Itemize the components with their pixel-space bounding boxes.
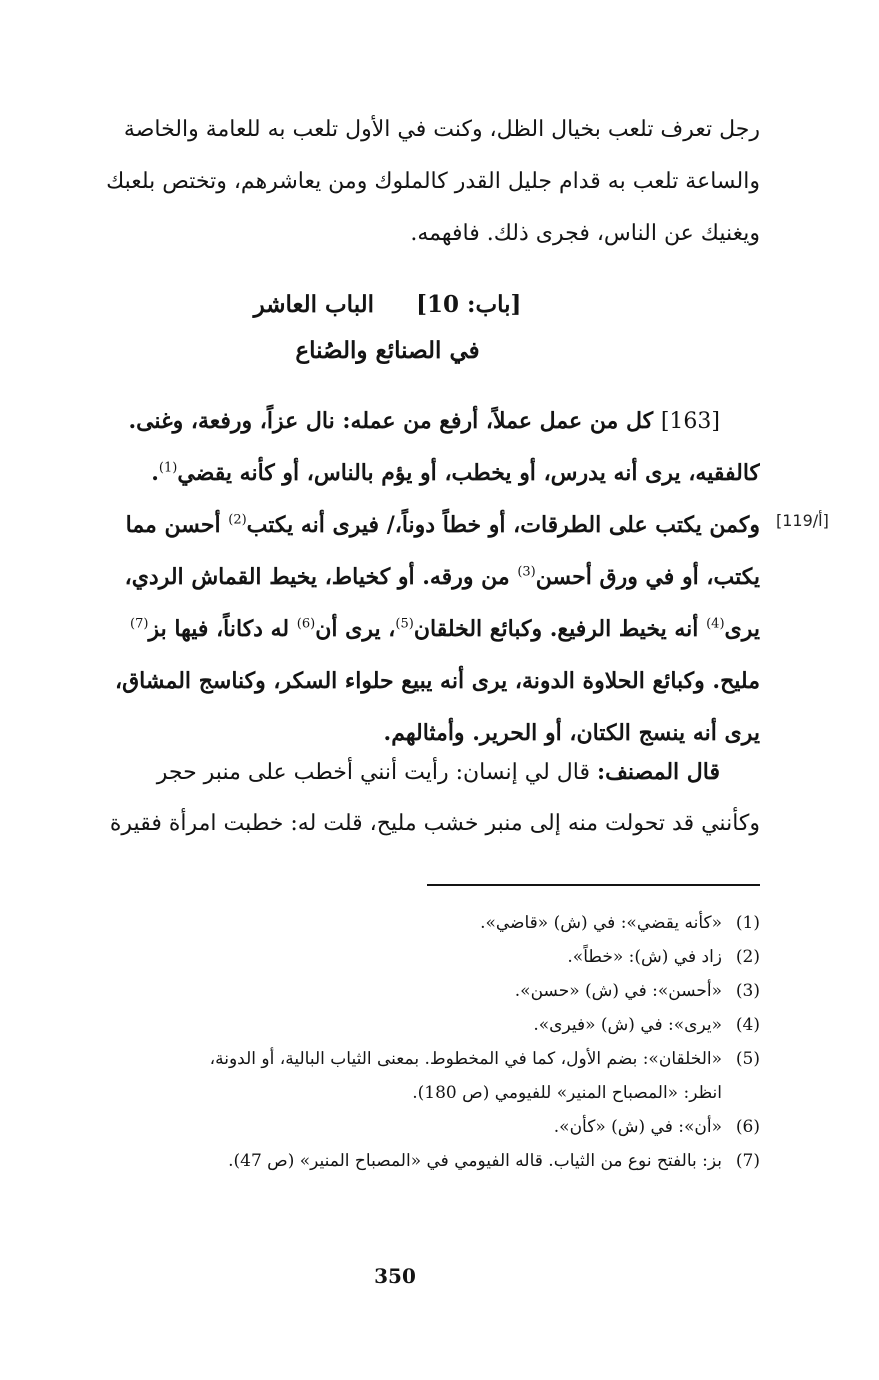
section-line: يرى$^{(4)}$ أنه يخيط الرفيع. وكبائع الخلقان$^{(5)}$، يرى أن$^{(6)}$ له دكاناً، فيها بز$^{(7)}$ [130, 616, 760, 642]
chapter-heading [15, 282, 760, 374]
footnote-ref: (7) [130, 616, 149, 632]
footnote-number: (2) [735, 947, 760, 967]
footnote-text: زاد في (ش): «خطاً». [567, 947, 722, 967]
intro-line: والساعة تلعب به قدام جليل القدر كالملوك ومن يعاشرهم، وتختص بلعبك [106, 169, 760, 194]
footnote-ref: (6) [296, 616, 316, 632]
footnote-number: (1) [735, 913, 760, 933]
footnote-item [15, 940, 760, 974]
section-line: يكتب، أو في ورق أحسن$^{(3)}$ من ورقه. أو كخياط، يخيط القماش الردي، [124, 564, 760, 590]
footnote-ref: (2) [228, 512, 247, 528]
footnote-number: (7) [735, 1151, 760, 1171]
section-line: مليح. وكبائع الحلاوة الدونة، يرى أنه يبيع حلواء السكر، وكناسج المشاق، [115, 668, 760, 694]
footnote-item [15, 974, 760, 1008]
footnote-text: «أحسن»: في (ش) «حسن». [514, 981, 722, 1001]
footnote-text: بز: بالفتح نوع من الثياب. قاله الفيومي في «المصباح المنير» (ص 47). [228, 1151, 722, 1171]
section-marker: [163] [660, 409, 720, 434]
footnote-ref: (3) [517, 564, 536, 580]
manuscript-folio-reference: [119/أ] [776, 511, 829, 530]
footnote-item [15, 906, 760, 940]
footnote-number: (6) [735, 1117, 760, 1137]
author-line: قال المصنف: قال لي إنسان: رأيت أنني أخطب على منبر حجر [156, 759, 720, 785]
section-163-paragraph [15, 395, 760, 759]
footnote-item [15, 1042, 760, 1110]
section-line: وكمن يكتب على الطرقات، أو خطاً دوناً،/ فيرى أنه يكتب$^{(2)}$ أحسن مما [125, 512, 760, 538]
intro-line: ويغنيك عن الناس، فجرى ذلك. فافهمه. [410, 221, 760, 246]
footnote-item [15, 1008, 760, 1042]
footnote-text: «كأنه يقضي»: في (ش) «قاضي». [480, 913, 722, 933]
page-number: 350 [374, 1264, 416, 1288]
author-label: قال المصنف: [596, 759, 720, 785]
chapter-number-label: [باب: 10] [416, 291, 522, 318]
chapter-subtitle: في الصنائع والصُناع [295, 337, 480, 364]
footnote-number: (5) [735, 1049, 760, 1069]
intro-paragraph [15, 104, 760, 260]
section-line: كالفقيه، يرى أنه يدرس، أو يخطب، أو يؤم بالناس، أو كأنه يقضي$^{(1)}$. [151, 460, 760, 486]
footnote-text: «الخلقان»: بضم الأول، كما في المخطوط. بمعنى الثياب البالية، أو الدونة، انظر: «المصباح المنير» للفيومي (ص 180). [209, 1049, 722, 1103]
footnote-number: (3) [735, 981, 760, 1001]
footnote-ref: (5) [395, 616, 414, 632]
footnote-item [15, 1110, 760, 1144]
intro-line: رجل تعرف تلعب بخيال الظل، وكنت في الأول تلعب به للعامة والخاصة [123, 117, 760, 142]
footnote-number: (4) [735, 1015, 760, 1035]
footnote-text: «أن»: في (ش) «كأن». [553, 1117, 722, 1137]
author-line: وكأنني قد تحولت منه إلى منبر خشب مليح، قلت له: خطبت امرأة فقيرة [109, 811, 760, 836]
author-paragraph [15, 746, 760, 850]
footnotes-list [15, 906, 760, 1178]
section-line: [163] كل من عمل عملاً، أرفع من عمله: نال عزاً، ورفعة، وغنى. [128, 408, 720, 434]
footnote-divider [427, 884, 760, 886]
footnote-ref: (4) [706, 616, 725, 632]
footnote-ref: (1) [158, 460, 178, 476]
chapter-title: الباب العاشر [253, 291, 375, 318]
footnote-text: «يرى»: في (ش) «فيرى». [533, 1015, 722, 1035]
footnote-item [15, 1144, 760, 1178]
section-line: يرى أنه ينسج الكتان، أو الحرير. وأمثالهم. [383, 720, 760, 746]
